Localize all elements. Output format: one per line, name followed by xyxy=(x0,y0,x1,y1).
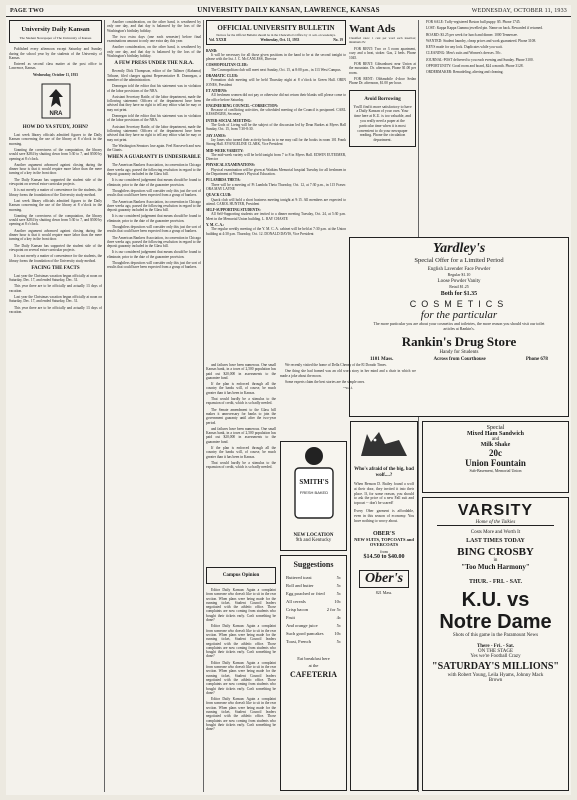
cafeteria-venue: CAFETERIA xyxy=(289,670,338,679)
want-ad: WANTED: Student laundry, cheap prices and work guaranteed. Phone 3108. xyxy=(426,38,537,43)
poem-para: One thing she had framed was an old worn story in her mind and a chair in which we made a joke about the moon. xyxy=(280,369,416,378)
varsity-theater-ad xyxy=(422,497,569,791)
want-ad: CLEANING: Men's suits and Women's dresses. 50c. xyxy=(426,51,502,56)
want-ad: ORDERMAKER: Remodeling, altering and cleaning. xyxy=(426,70,504,75)
varsity-l2: LAST TIMES TODAY xyxy=(466,538,525,544)
union-price: 20c xyxy=(489,448,502,458)
menu-item xyxy=(286,582,341,590)
obers-from: from xyxy=(380,549,388,555)
want-ad: FOR RENT: Gibsonhurst near Union at the mountain. Dr. afternoon, Phone $1.00 per room. xyxy=(349,62,416,75)
smiths-ad xyxy=(280,441,347,551)
varsity-teams2: Notre Dame xyxy=(439,611,552,633)
want-ad: JOURNAL-POST delivered to you each evening and Sunday. Phone 3100. xyxy=(426,57,534,62)
notice-text: It will be necessary for all those given positions in the band to be at the second tonight to please with the list. J. C. McCANLESS, Director xyxy=(206,52,346,62)
notice-head: SELF-SUPPORTING STUDENTS: xyxy=(206,208,261,213)
union-name: Union Fountain xyxy=(465,458,526,468)
union-and: and xyxy=(491,437,500,442)
bank-para: That would hardly be a stimulus to the expansion of credit, which is so badly needed. xyxy=(206,397,276,406)
yardley-item1-reg: Regular $1.10 xyxy=(447,272,471,277)
menu-item-price: 5c xyxy=(336,623,341,628)
editorial-para: The Washington Senators lose again. Feel Roosevelt and now the Giants. xyxy=(107,143,201,153)
varsity-also: There - Fri. - Sat. xyxy=(476,644,515,649)
editorial-para: Last year the Christmas vacation began officially at noon on Saturday, Dec. 17, and ended Saturday, Dec. 31. xyxy=(9,273,102,283)
campus-opinion-text: Editor Daily Kansan: Again a complaint from someone who doesn't like to sit in the rear section. When plans were being made for the running ticket, Student Council leaders negotiated with the athletic office. Those complaints are now coming from students who bought their tickets early. Can't something be done? xyxy=(206,660,276,695)
wolf-icon xyxy=(351,422,417,462)
editorial-head: WHEN A GUARANTY IS UNDESIRABLE xyxy=(107,155,201,161)
editorial-para: Last week library officials admitted figures to the Daily Kansan concerning the use of the library at 8 o'clock in the morning. xyxy=(9,198,102,212)
smiths-tag: FRESH BAKED xyxy=(299,490,329,495)
want-ads-title: Want Ads xyxy=(349,23,396,35)
want-ad: OPPORTUNITY: Good room and board, $24 a month. Phone 3128. xyxy=(426,64,524,69)
yardley-pitch: The more particular you are about your cosmetics and toiletries, the more reason you should visit our toilet articles at Rankin's. xyxy=(373,321,545,331)
want-ad: FOR RENT: Two or 3 room apartment, cozy and a heat, stoker. Gas, 2 beds. Phone 1045. xyxy=(349,47,416,60)
menu-list xyxy=(281,574,346,646)
editorial-para: Donnegan told the editor that his statement was in violation of the labor provisions of the NRA. xyxy=(107,114,201,123)
obers-addr: 821 Mass. xyxy=(375,590,393,596)
editorial-para: It is not merely a matter of convenience for the students, the library forms the foundation of the University study method. xyxy=(9,188,102,197)
issue-date: Wednesday, October 11, 1933 xyxy=(33,72,78,77)
editorial-para: Another argument advanced against closing during the dinner hour is that it would require more labor than the mere turning of a key in the front door. xyxy=(9,228,102,242)
rankins-tag: Handy for Students xyxy=(439,350,479,355)
union-fountain-ad xyxy=(422,421,569,493)
nra-eagle-logo xyxy=(9,81,102,121)
varsity-in: in xyxy=(493,558,498,563)
staff-para: Entered as second class matter at the post office in Lawrence, Kansas. xyxy=(9,62,102,71)
campus-opinion-text: Editor Daily Kansan: Again a complaint from someone who doesn't like to sit in the rear section. When plans were being made for the running ticket, Student Council leaders negotiated with the athletic office. Those complaints are now coming from students who bought their tickets early. Can't something be done? xyxy=(206,588,276,623)
whos-afraid-title: Who's afraid of the big, bad wolf....? xyxy=(354,467,414,478)
avoid-borrowing-head: Avoid Borrowing xyxy=(364,96,401,102)
nra-label: NRA xyxy=(49,111,62,118)
rankins-store: Rankin's Drug Store xyxy=(401,334,517,349)
menu-item-price: 10c xyxy=(334,599,341,604)
bank-para: If the plan is enforced through all the country the banks will, of course, be much greater than it has been in Kansas. xyxy=(206,382,276,395)
menu-item-price: 4c xyxy=(336,615,341,620)
editorial-para: The American Bankers Association, in convention in Chicago three weeks ago, passed the following resolution in regard to the deposit guaranty included in the Glass bill. xyxy=(107,199,201,213)
bulletin-number: No. 19 xyxy=(333,38,343,43)
column-editorial-2 xyxy=(107,20,201,792)
bank-para: and failures have been numerous. One small Kansas bank, in a town of 2,500 population has paid out $20,000 in assessments to the guarantee fund. xyxy=(206,363,276,380)
menu-item xyxy=(286,598,341,606)
varsity-act2: "SATURDAY'S MILLIONS" xyxy=(432,661,559,672)
want-ads-right xyxy=(421,20,569,240)
notice-text: Jay Janes who turned their activity books in to me may call for the books in room 101 Frank Strong Hall. EVANGELINE CLARK, Vice President xyxy=(206,137,346,147)
editorial-para: The Daily Kansan has supported the student side of the viewpoint on several extra-curricular projects. xyxy=(9,243,102,252)
want-ad: FOR SALE: Tuffy-registered Boston bull puppy. $5. Phone 1745. xyxy=(426,20,521,24)
bulletin-title: OFFICIAL UNIVERSITY BULLETIN xyxy=(217,24,335,32)
nra-eagle-icon xyxy=(41,83,71,119)
masthead xyxy=(6,5,571,17)
bulletin-meta xyxy=(209,38,343,42)
notice-head: COSMOPOLITAN CLUB: xyxy=(206,63,248,68)
yardley-item2: Loose Powder Vanity xyxy=(437,279,481,284)
editorial-para: Assistant Secretary Battle, of the labor department, made the following statement: Officers of the department have been advised that they have no right to tell any editor what he may or may not print. xyxy=(107,124,201,142)
notice-text: There will be a meeting of Pi Lambda Theta Thursday, Oct. 12, at 7:30 p.m., in 115 Fraser. ORA MAY LAYNE xyxy=(206,182,346,191)
editorial-head: HOW DO YA STUDY, JOHN? xyxy=(22,125,89,131)
varsity-name: VARSITY xyxy=(457,502,534,519)
suggestions-title: Suggestions xyxy=(293,560,334,569)
editorial-para: Granting the correctness of the computation, the library would save $284 by shutting down from 5:30 to 7, and $500 by opening at 8 o'clock. xyxy=(9,213,102,227)
obers-ad xyxy=(350,421,418,791)
smiths-caption2: 9th and Kentucky xyxy=(295,538,332,543)
menu-item-price: 5c xyxy=(336,583,341,588)
rankins-contact xyxy=(350,357,568,362)
menu-item xyxy=(286,606,341,614)
editorial-para: It is our considered judgement that means should be found to eliminate, prior to the date of the guarantee provision. xyxy=(107,214,201,223)
notice-head: INTER-SOCIAL MEETING: xyxy=(206,118,252,123)
editorial-para: The American Bankers Association, in convention in Chicago three weeks ago, passed the following resolution in regard to the deposit guaranty included in the Glass bill. xyxy=(107,235,201,249)
editorial-para: Thoughtless depositors will consider only this just the sort of results that could have been expected from a group of bankers. xyxy=(107,188,201,198)
want-ad: BOARD: $3.25 per week for lunch and dinner. 1000 Tennessee. xyxy=(426,32,518,37)
notice-text: Physical examination will be given at Watkins Memorial hospital Tuesday for all freshmen in the Department of Women's Physical Education. xyxy=(206,167,346,177)
smiths-caption1: NEW LOCATION xyxy=(293,533,334,538)
notice-text: The Cosmopolitan club will meet next Sunday, Oct. 15, at 8:00 p.m., in 113 West Campus. xyxy=(211,67,342,72)
editorial-para: Assistant Secretary Battle, of the labor department, made the following statement: Officers of the department have been advised that they have no right to tell any editor what he may or may not print. xyxy=(107,94,201,112)
editorial-para: Recently Dick Thompson, editor of the Tallmer (Alabama) Tribune, filed charges against Representative B. Donnegan, a member of the administration. xyxy=(107,69,201,82)
varsity-act1: Yes we're Football Crazy xyxy=(470,654,521,659)
menu-item xyxy=(286,622,341,630)
menu-item-name: Crisp bacon xyxy=(286,607,309,612)
cafeteria-ad xyxy=(280,555,347,791)
page-number: PAGE TWO xyxy=(10,8,44,14)
editorial-para: Donnegan told the editor that his statement was in violation of the labor provisions of the NRA. xyxy=(107,84,201,93)
menu-item-name: Toast, French xyxy=(286,639,311,644)
varsity-l1: Costs More and Worth It xyxy=(470,530,521,535)
campus-opinion xyxy=(206,567,276,792)
newspaper-page xyxy=(6,5,571,795)
editorial-para: The American Bankers Association, in convention in Chicago three weeks ago, passed the following resolution in regard to the deposit guaranty included in the Glass bill. xyxy=(107,163,201,177)
menu-item xyxy=(286,590,341,598)
smiths-brand: SMITH'S xyxy=(299,478,329,486)
staff-para: Published every afternoon except Saturday and Sunday during the school year by the students of the University of Kansas. xyxy=(9,47,102,60)
bulletin-sub: Notices for the Official Bulletin should be in the Chancellor's Office by 11 a.m. on weekdays. xyxy=(216,33,336,37)
union-location: Sub-Basement, Memorial Union xyxy=(469,468,522,473)
notice-text: Because of conflicting activities, the scheduled meeting of the Council is postponed. CARL KESSINGER, Secretary xyxy=(206,108,346,117)
menu-item-name: Egg poached or fried xyxy=(286,591,325,596)
editorial-para: Thoughtless depositors will consider only this just the sort of results that could have been expected from a group of bankers. xyxy=(107,261,201,270)
yardley-item2-reg: Retail $1.25 xyxy=(449,284,469,289)
varsity-days: THUR. - FRI. - SAT. xyxy=(469,579,522,585)
menu-item-price: 5c xyxy=(336,591,341,596)
rankins-across: Across from Courthouse xyxy=(433,357,486,362)
yardley-offer: Special Offer for a Limited Period xyxy=(414,257,504,264)
flag-sub: The Student Newspaper of The University of Kansas xyxy=(19,36,92,40)
notice-head: QUACK CLUB: xyxy=(206,193,232,198)
editorial-head: A FEW PRESS UNDER THE N.R.A. xyxy=(114,61,194,67)
bulletin-banner xyxy=(206,20,346,45)
notice-head: BAND: xyxy=(206,48,218,53)
avoid-borrowing-text: You'll find it more satisfactory to have a Daily Kansan of your own. Your time here at K.U. is too valuable, and you really need a paper at the particular time when it is most convenient to do your newspaper reading. Phone the circulation department. xyxy=(353,104,412,143)
column-divider xyxy=(203,20,204,792)
whos-afraid-text: When Benson D. Bailey found a wolf at their door, they invited it into their place. If, for some reason, you should to ask the price of a new Fall suit and topcoat -- don't be scared! xyxy=(354,482,414,506)
notice-text: Quack club will hold a short business meeting tonight at 9:15. All members are expected to attend. CAROL HUNTER, President xyxy=(206,197,346,206)
editorial-head: FACING THE FACTS xyxy=(31,265,80,271)
union-item1: Mixed Ham Sandwich xyxy=(466,431,524,437)
cafeteria-at: at the xyxy=(308,663,319,668)
paper-flag: University Daily Kansan xyxy=(21,26,90,33)
poem-signoff: --w.e.t. xyxy=(342,386,354,391)
editorial-para: It is our considered judgement that means should be found to eliminate, prior to the date of the guarantee provision. xyxy=(107,178,201,187)
notice-head: JAY JANES: xyxy=(206,133,227,138)
editorial-para: Thoughtless depositors will consider only this just the sort of results that could have been expected from a group of bankers. xyxy=(107,224,201,234)
want-ad: FOR RENT: Oldsmobile 4-door Sedan Phone Dr. afternoon, $1.00 per hour. xyxy=(349,76,416,86)
bulletin-vol: Vol. XXXII xyxy=(209,38,227,43)
menu-item-name: And orange juice xyxy=(286,623,318,628)
notice-head: ET ATHENS: xyxy=(206,88,228,93)
union-item2: Milk Shake xyxy=(480,442,511,448)
menu-item xyxy=(286,574,341,582)
editorial-para: The Daily Kansan has supported the student side of the viewpoint on several extra-curricular projects. xyxy=(9,177,102,187)
menu-item-name: Fruit xyxy=(286,615,295,620)
want-ad: LOST: Kappa Kappa Gamma jewelled pin. Name on back. Rewarded if returned. xyxy=(426,26,543,31)
bank-para: The Senate amendment to the Glass bill makes it unnecessary for banks to join the government guaranty until after the two-year period. xyxy=(206,407,276,425)
editorial-para: Last week library officials admitted figures to the Daily Kansan concerning the use of the library at 8 o'clock in the morning. xyxy=(9,133,102,146)
masthead-title: UNIVERSITY DAILY KANSAN, LAWRENCE, KANSAS xyxy=(197,6,380,14)
notice-text: The Gods of Living will be the subject of the discussion led by Dean Burkes at Myers Hall Sunday, Oct. 15, from 7:30-8:30. xyxy=(206,123,346,132)
bulletin-date: Wednesday, Oct. 11, 1933 xyxy=(260,38,300,43)
menu-item-name: Roll and butter xyxy=(286,583,314,588)
column-divider xyxy=(104,20,105,792)
poem-para: Some experts claim the best stories are the simple ones. xyxy=(285,379,366,384)
menu-item xyxy=(286,638,341,646)
official-bulletin xyxy=(206,20,346,360)
notice-head: MID-WEEK VARIETY: xyxy=(206,148,244,153)
editorial-para: It is our considered judgement that means should be found to eliminate, prior to the date of the guarantee provision. xyxy=(107,250,201,259)
rankins-addr: 1101 Mass. xyxy=(370,357,394,362)
editorial-para: It is not merely a matter of convenience for the students, the library forms the foundation of the University study method. xyxy=(9,254,102,263)
cosmetics-banner: COSMETICS xyxy=(409,299,509,309)
notice-head: ENGINEERING COUNCIL--CORRECTION: xyxy=(206,103,279,108)
bank-para: That would hardly be a stimulus to the expansion of credit, which is so badly needed. xyxy=(206,460,276,470)
poem-para: We recently visited the home of Della Cheney of the El Dorado Times. xyxy=(285,363,387,367)
bread-loaf-icon xyxy=(281,442,347,528)
yardley-slogan: for the particular xyxy=(420,309,498,321)
editorial-para: Another consideration, on the other hand, is weathered by only one day, and that day is balanced by the loss of the Washington's birthday holiday. xyxy=(107,20,201,33)
yardley-both: Both for $1.35 xyxy=(440,291,478,297)
bank-para: and failures have been numerous. One small Kansas bank, in a town of 2,500 population has paid out $20,000 in assessments to the guarantee fund. xyxy=(206,426,276,444)
flag-box xyxy=(9,20,102,43)
avoid-borrowing-box xyxy=(349,90,416,147)
notice-text: Formation club meeting will be held Thursday night at 8 o'clock in Green Hall. ORIN JONES, President xyxy=(206,78,346,87)
editorial-para: This year there are to be officially and actually 13 days of vacation. xyxy=(9,284,102,293)
menu-item xyxy=(286,630,341,638)
editorial-para: Another consideration, on the other hand, is weathered by only one day, and that day is balanced by the loss of the Washington's birthday holiday. xyxy=(107,45,201,59)
obers-logo: Ober's xyxy=(359,570,409,588)
want-ads-rates: Classified rates: 1 cent per word each insertion; minimum 25c xyxy=(349,36,416,44)
menu-item-price: 5c xyxy=(336,639,341,644)
editorial-para: This year there are to be officially and actually 13 days of vacation. xyxy=(9,305,102,314)
notice-text: The regular weekly meeting of the Y. M. C. A. cabinet will be held at 7:30 p.m. at the Union building at 4:30 p.m. Thursday, Oct. 12. DONALD DAVIS, Vice President xyxy=(206,227,346,236)
column-editorial xyxy=(9,20,102,792)
campus-opinion-text: Editor Daily Kansan: Again a complaint from someone who doesn't like to sit in the rear section. When plans were being made for the running ticket, Student Council leaders negotiated with the athletic office. Those complaints are now coming from students who bought their tickets early. Can't something be done? xyxy=(206,697,276,732)
editorial-para: Last year the Christmas vacation began officially at noon on Saturday, Dec. 17, and ended Saturday, Dec. 31. xyxy=(9,294,102,304)
menu-item-name: Such good pancakes xyxy=(286,631,324,636)
menu-item-name: All cereals xyxy=(286,599,306,604)
varsity-cont: ON THE STAGE xyxy=(477,649,514,654)
yardley-brand: Yardley's xyxy=(432,241,486,256)
notice-list xyxy=(206,49,346,236)
campus-opinion-title: Campus Opinion xyxy=(222,573,260,578)
bank-para: If the plan is enforced through all the country the banks will, of course, be much greater than it has been in Kansas. xyxy=(206,446,276,459)
menu-item-price: 5c xyxy=(336,575,341,580)
rankins-phone: Phone 678 xyxy=(525,357,548,362)
notice-head: PI LAMBDA THETA: xyxy=(206,178,241,183)
varsity-star: BING CROSBY xyxy=(457,546,534,558)
editorial-para: Another argument advanced against closing during the dinner hour is that it would require more labor than the mere turning of a key in the front door. xyxy=(9,162,102,176)
bank-column xyxy=(206,363,276,563)
varsity-movie: "Too Much Harmony" xyxy=(461,563,530,571)
want-ad: KEYS made for any lock. Duplicates while you wait. xyxy=(426,45,503,50)
campus-opinion-header xyxy=(206,567,276,584)
varsity-cast: with Robert Young, Leila Hyams, Johnny Mack Brown xyxy=(447,673,544,683)
notice-head: PHYSICAL EXAMINATIONS: xyxy=(206,163,255,168)
varsity-shown: Shots of this game in the Paramount News xyxy=(452,633,539,638)
yardley-item1: English Lavender Face Powder xyxy=(427,267,491,272)
campus-opinion-text: Editor Daily Kansan: Again a complaint from someone who doesn't like to sit in the rear section. When plans were being made for the running ticket, Student Council leaders negotiated with the athletic office. Those complaints are now coming from students who bought their tickets early. Can't something be done? xyxy=(206,624,276,659)
union-special: Special xyxy=(486,425,505,431)
want-ads-left xyxy=(349,20,416,250)
notice-text: All freshmen women did not pay or otherwise did not return their blanks will please come to the office before Saturday. xyxy=(206,93,346,102)
obers-h2: NEW SUITS, TOPCOATS and OVERCOATS xyxy=(354,537,414,548)
notice-text: All Self-Supporting students are invited to a dinner meeting Tuesday, Oct. 24, at 5:30 p.m. Meet in the Memorial Union building. L. RAY CHASTE xyxy=(206,212,346,221)
notice-head: Y. M. C. A.: xyxy=(206,222,225,227)
menu-item-name: Buttered toast xyxy=(286,575,312,580)
editorial-para: The two extra days (one each semester) before final examinations amount to only one extra day this year. xyxy=(107,34,201,44)
obers-h1: OBER'S xyxy=(372,531,395,538)
obers-price: $14.50 to $40.00 xyxy=(363,554,405,561)
notice-head: DRAMATIC CLUB: xyxy=(206,74,238,79)
varsity-teams1: K.U. vs xyxy=(461,589,530,611)
whos-afraid-text2: Every Ober garment is affordable, even in this season of economy. You have nothing to worry about. xyxy=(354,508,414,523)
varsity-tag: Home of the Talkies xyxy=(437,520,554,526)
menu-item-price: 10c xyxy=(334,631,341,636)
editorial-para: Granting the correctness of the computation, the library would save $284 by shutting down from 5:30 to 7, and $500 by opening at 8 o'clock. xyxy=(9,147,102,161)
masthead-date: WEDNESDAY, OCTOBER 11, 1933 xyxy=(471,8,567,14)
notice-text: The mid-week variety will be held tonight from 7 to 8 in Myers Hall. EDWIN EUTEIMER, Director xyxy=(206,152,346,162)
menu-item-price: 2 for 5c xyxy=(326,607,341,612)
menu-item xyxy=(286,614,341,622)
cafeteria-tag: Eat breakfast here xyxy=(297,656,330,661)
